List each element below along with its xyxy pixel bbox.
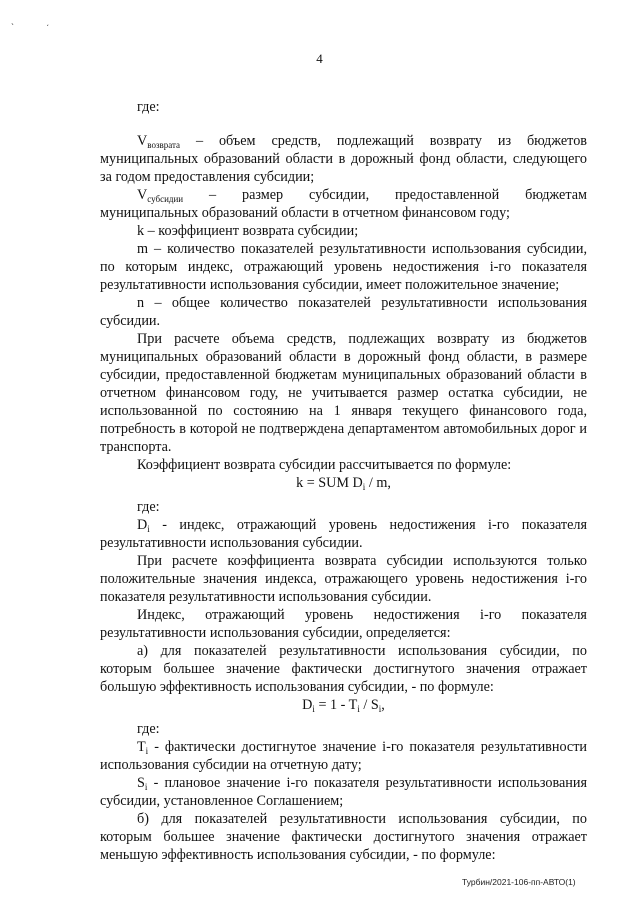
symbol-subscript: субсидии xyxy=(147,194,184,204)
definition-d xyxy=(100,516,587,552)
definition-text: - фактически достигнутое значение i-го показателя результативности использования субсидии на отчетную дату; xyxy=(100,739,587,773)
formula-part: / S xyxy=(359,697,379,713)
where-label: где: xyxy=(137,721,160,737)
document-body xyxy=(100,98,587,864)
symbol-group xyxy=(137,186,183,204)
formula-part: D xyxy=(302,697,313,713)
symbol-subscript: i xyxy=(144,782,148,792)
definition-continuation: муниципальных образований области в отчетном финансовом году; xyxy=(100,205,510,221)
case-b: б) для показателей результативности использования субсидии, по которым большее значение фактически достигнутого значения отражает меньшую эффективность использования субсидии, - по формуле: xyxy=(100,811,587,863)
definition-m: m – количество показателей результативности использования субсидии, по которым индекс, отражающий уровень недостижения i-го показателя результативности использования субсидии, имеет положительное значение; xyxy=(100,241,587,293)
index-line xyxy=(100,606,587,624)
formula-part: = 1 - T xyxy=(314,697,358,713)
definition-text: - индекс, отражающий уровень недостижения i-го показателя результативности использования субсидии. xyxy=(100,517,587,551)
definition-v-subsidii xyxy=(100,186,587,222)
formula-part: , xyxy=(381,697,385,713)
word: уровень xyxy=(304,607,354,623)
formula-k xyxy=(100,474,587,492)
where-label: где: xyxy=(137,99,160,115)
formula-subscript: i xyxy=(378,704,382,714)
word: недостижения xyxy=(373,607,460,623)
definition-s xyxy=(100,774,587,810)
formula-subscript: i xyxy=(357,704,360,714)
formula-d xyxy=(100,696,587,714)
word: i-го xyxy=(480,607,502,623)
definition-text: - плановое значение i-го показателя результативности использования субсидии, установленное Соглашением; xyxy=(100,775,587,809)
where-label: где: xyxy=(137,499,160,515)
definition-t xyxy=(100,738,587,774)
index-continuation: результативности использования субсидии, определяется: xyxy=(100,625,451,641)
definition-line xyxy=(100,186,587,204)
symbol: V xyxy=(137,133,148,149)
symbol-subscript: i xyxy=(147,524,150,534)
word: показателя xyxy=(521,607,587,623)
symbol: V xyxy=(137,187,148,203)
word: предоставленной xyxy=(395,187,500,203)
word: Индекс, xyxy=(137,607,185,623)
word: субсидии, xyxy=(309,187,370,203)
formula-subscript: i xyxy=(312,704,315,714)
index-definition xyxy=(100,606,587,642)
definition-k: k – коэффициент возврата субсидии; xyxy=(137,223,359,239)
symbol: D xyxy=(137,517,148,533)
document-code: Турбин/2021-106-пп-АВТО(1) xyxy=(462,877,576,887)
word: – xyxy=(209,187,217,203)
calculation-paragraph: При расчете объема средств, подлежащих возврату из бюджетов муниципальных образований области в дорожный фонд области, в размере субсидии, предоставленной бюджетам муниципальных образований области в отчетном финансовом году, не учитывается размер остатка субсидии, не использованной по состоянию на 1 января текущего финансового года, потребность в которой не подтверждена департаментом автомобильных дорог и транспорта. xyxy=(100,331,587,455)
coefficient-intro: Коэффициент возврата субсидии рассчитывается по формуле: xyxy=(137,457,512,473)
scan-mark: ˏ xyxy=(46,16,49,26)
coefficient-calc-note: При расчете коэффициента возврата субсидии используются только положительные значения индекса, отражающего уровень недостижения i-го показателя результативности использования субсидии. xyxy=(100,553,587,605)
definition-v-vozvrata xyxy=(100,132,587,186)
word: бюджетам xyxy=(525,187,587,203)
formula-part: / m, xyxy=(365,475,391,491)
page-number: 4 xyxy=(316,51,323,66)
symbol: T xyxy=(137,739,146,755)
symbol-subscript: i xyxy=(145,746,149,756)
word: отражающий xyxy=(205,607,285,623)
definition-text: – объем средств, подлежащий возврату из бюджетов муниципальных образований области в дорожный фонд области, следующего за годом предоставления субсидии; xyxy=(100,133,587,185)
scan-mark: ˴ xyxy=(11,18,14,28)
formula-subscript: i xyxy=(362,482,366,492)
symbol-subscript: возврата xyxy=(147,140,181,150)
word: размер xyxy=(241,187,284,203)
case-a: а) для показателей результативности использования субсидии, по которым большее значение фактически достигнутого значения отражает большую эффективность использования субсидии, - по формуле: xyxy=(100,643,587,695)
definition-n: n – общее количество показателей результативности использования субсидии. xyxy=(100,295,587,329)
formula-part: k = SUM D xyxy=(296,475,363,491)
symbol: S xyxy=(137,775,145,791)
